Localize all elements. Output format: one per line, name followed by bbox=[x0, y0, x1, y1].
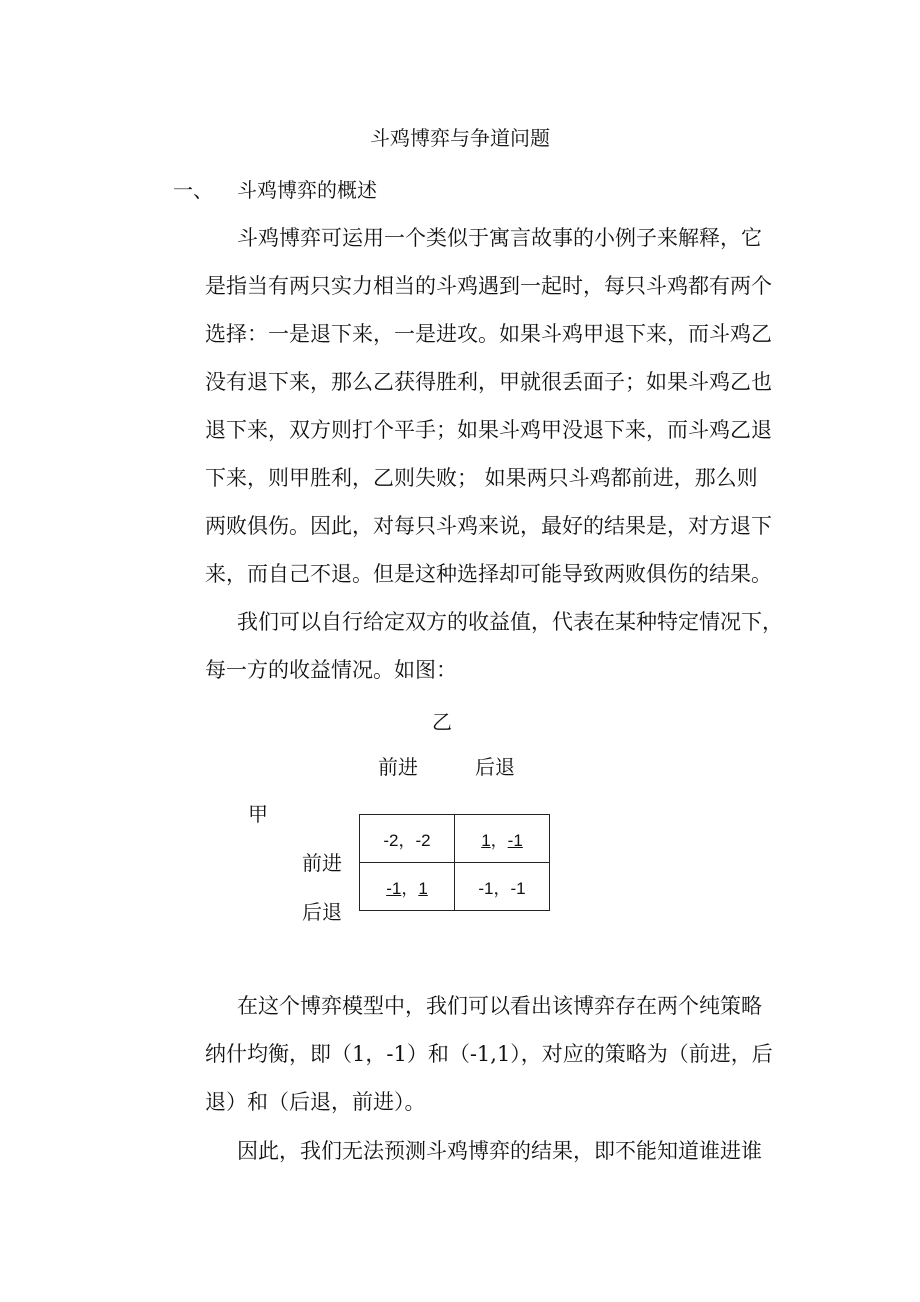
section-number: 一、 bbox=[173, 178, 213, 202]
paragraph-line: 两败俱伤。因此，对每只斗鸡来说，最好的结果是，对方退下 bbox=[205, 514, 772, 538]
column-label: 前进 bbox=[378, 755, 418, 779]
paragraph-line: 没有退下来，那么乙获得胜利，甲就很丢面子；如果斗鸡乙也 bbox=[205, 370, 772, 394]
row-label: 后退 bbox=[302, 900, 342, 924]
payoff-separator: ， bbox=[398, 831, 416, 850]
payoff-a: -1 bbox=[386, 879, 402, 898]
payoff-separator: ， bbox=[401, 879, 419, 898]
paragraph-line: 来，而自己不退。但是这种选择却可能导致两败俱伤的结果。 bbox=[205, 562, 772, 586]
row-label: 前进 bbox=[302, 851, 342, 875]
column-label: 后退 bbox=[475, 755, 515, 779]
payoff-a: -1 bbox=[478, 879, 494, 898]
payoff-b: -1 bbox=[507, 831, 523, 850]
payoff-cell bbox=[360, 863, 455, 911]
paragraph-line: 每一方的收益情况。如图： bbox=[205, 658, 457, 682]
paragraph-line: 退下来，双方则打个平手；如果斗鸡甲没退下来，而斗鸡乙退 bbox=[205, 418, 772, 442]
payoff-cell bbox=[455, 815, 550, 863]
payoff-b: 1 bbox=[418, 879, 428, 898]
payoff-cell bbox=[455, 863, 550, 911]
paragraph-line: 退）和（后退，前进）。 bbox=[205, 1090, 426, 1114]
paragraph-line: 下来，则甲胜利，乙则失败； 如果两只斗鸡都前进，那么则 bbox=[205, 466, 758, 490]
payoff-b: -1 bbox=[510, 879, 526, 898]
payoff-separator: ， bbox=[493, 879, 511, 898]
document-title: 斗鸡博弈与争道问题 bbox=[370, 126, 550, 150]
payoff-a: -2 bbox=[383, 831, 399, 850]
matrix-row bbox=[360, 815, 550, 863]
payoff-b: -2 bbox=[415, 831, 431, 850]
payoff-cell bbox=[360, 815, 455, 863]
paragraph-line: 选择：一是退下来，一是进攻。如果斗鸡甲退下来，而斗鸡乙 bbox=[205, 322, 772, 346]
paragraph-line: 在这个博弈模型中，我们可以看出该博弈存在两个纯策略 bbox=[237, 994, 762, 1018]
paragraph-line: 纳什均衡，即（1，-1）和（-1,1），对应的策略为（前进，后 bbox=[205, 1042, 773, 1066]
payoff-matrix bbox=[359, 814, 550, 911]
column-player-label: 乙 bbox=[432, 710, 452, 734]
payoff-separator: ， bbox=[490, 831, 508, 850]
paragraph-line: 因此，我们无法预测斗鸡博弈的结果，即不能知道谁进谁 bbox=[237, 1139, 762, 1163]
row-player-label: 甲 bbox=[248, 802, 268, 826]
section-heading: 斗鸡博弈的概述 bbox=[237, 178, 377, 202]
payoff-a: 1 bbox=[481, 831, 491, 850]
matrix-row bbox=[360, 863, 550, 911]
paragraph-line: 我们可以自行给定双方的收益值，代表在某种特定情况下， bbox=[237, 610, 783, 634]
paragraph-line: 斗鸡博弈可运用一个类似于寓言故事的小例子来解释，它 bbox=[237, 226, 762, 250]
paragraph-line: 是指当有两只实力相当的斗鸡遇到一起时，每只斗鸡都有两个 bbox=[205, 274, 772, 298]
